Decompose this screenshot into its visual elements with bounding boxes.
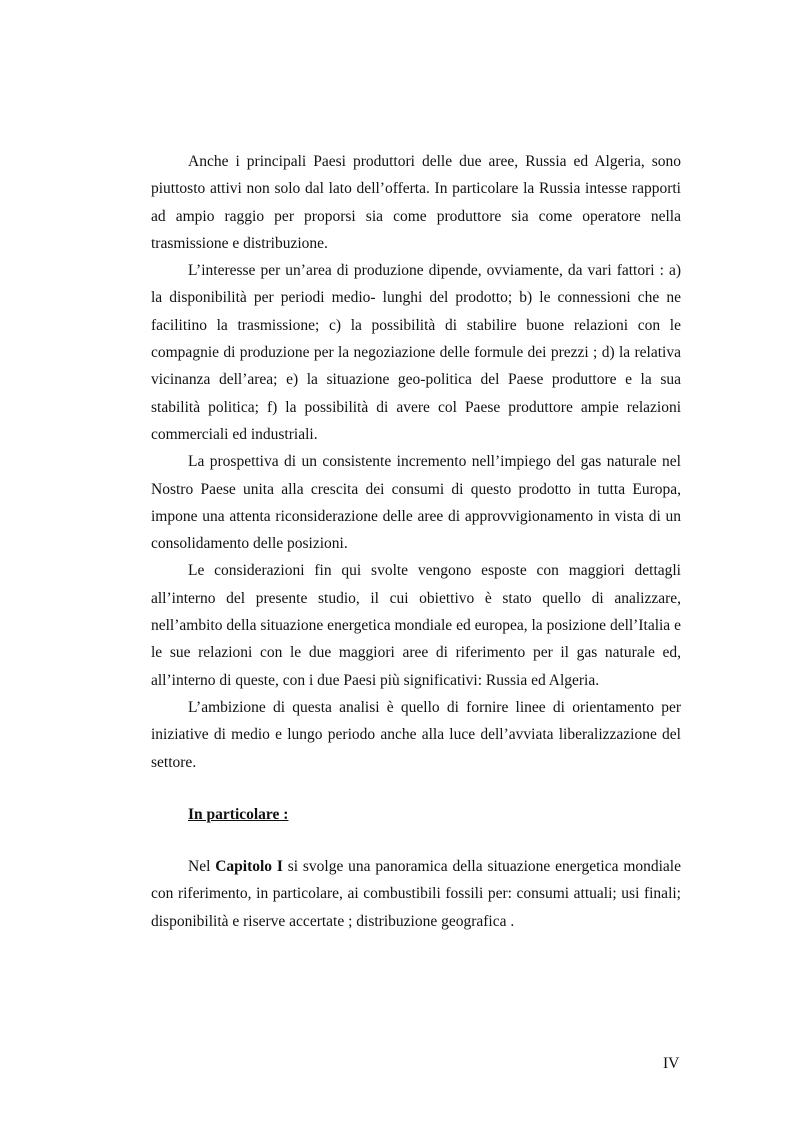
chapter-description: si svolge una panoramica della situazione energetica mondiale con riferimento, in particolare, ai combustibili fossili per: consumi attuali; usi finali; disponibilità e riserve accertate ; distribuzione geografica . bbox=[151, 858, 681, 930]
paragraph-study-objective: Le considerazioni fin qui svolte vengono esposte con maggiori dettagli all’interno del presente studio, il cui obiettivo è stato quello di analizzare, nell’ambito della situazione energetica mondiale ed europea, la posizione dell’Italia e le sue relazioni con le due maggiori aree di riferimento per il gas naturale ed, all’interno di queste, con i due Paesi più significativi: Russia ed Algeria. bbox=[151, 562, 681, 689]
chapter-intro-text: Nel bbox=[188, 858, 216, 876]
section-heading: In particolare : bbox=[188, 805, 289, 823]
paragraph-producers: Anche i principali Paesi produttori delle due aree, Russia ed Algeria, sono piuttosto attivi non solo dal lato dell’offerta. In particolare la Russia intesse rapporti ad ampio raggio per proporsi sia come produttore sia come operatore nella trasmissione e distribuzione. bbox=[151, 153, 681, 252]
paragraph-ambition: L’ambizione di questa analisi è quello di fornire linee di orientamento per iniziative di medio e lungo periodo anche alla luce dell’avviata liberalizzazione del settore. bbox=[151, 698, 681, 771]
chapter-label: Capitolo I bbox=[215, 858, 283, 876]
paragraph-gas-perspective: La prospettiva di un consistente incremento nell’impiego del gas naturale nel Nostro Paese unita alla crescita dei consumi di questo prodotto in tutta Europa, impone una attenta riconsiderazione delle aree di approvvigionamento in vista di un consolidamento delle posizioni. bbox=[151, 453, 681, 553]
document-body bbox=[151, 148, 681, 935]
paragraph-chapter-one bbox=[151, 853, 681, 935]
page-number: IV bbox=[663, 1055, 680, 1072]
paragraph-interest-factors: L’interesse per un’area di produzione dipende, ovviamente, da vari fattori : a) la disponibilità per periodi medio- lunghi del prodotto; b) le connessioni che ne facilitino la trasmissione; c) la possibilità di stabilire buone relazioni con le compagnie di produzione per la negoziazione delle formule dei prezzi ; d) la relativa vicinanza dell’area; e) la situazione geo-politica del Paese produttore e la sua stabilità politica; f) la possibilità di avere col Paese produttore ampie relazioni commerciali ed industriali. bbox=[151, 262, 681, 443]
